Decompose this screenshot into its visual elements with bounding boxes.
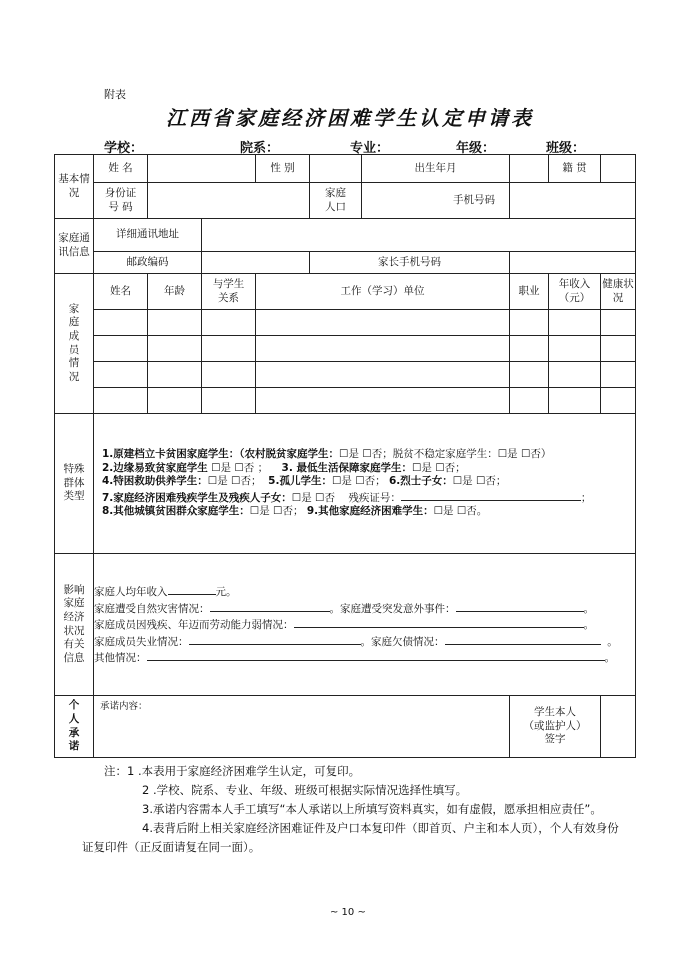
debt-field[interactable] [445,633,601,645]
table-row [55,362,636,388]
address-label: 详细通讯地址 [94,219,202,252]
application-form-table [54,154,636,758]
signature-field[interactable] [601,696,636,758]
members-col-age: 年龄 [148,274,202,310]
accident-field[interactable] [456,600,584,612]
commitment-content-label: 承诺内容： [100,701,148,712]
unemploy-field[interactable] [189,633,361,645]
special-groups-block: 1.原建档立卡贫困家庭学生：（农村脱贫家庭学生：☐是 ☐否；脱贫不稳定家庭学生：☐是 ☐否） 2.边缘易致贫家庭学生 ☐是 ☐否 ； 3. 最低生活保障家庭学生：☐是 ☐否； 4.特困救助供养学生：☐是 ☐否； 5.孤儿学生：☐是 ☐否； 6.烈士子女：☐是 ☐否； 7.家庭经济困难残疾学生及残疾人子女：☐是 ☐否 残疾证号： ； 8.其他城镇贫困群众家庭学生：☐是 ☐否； 9.其他家庭经济困难学生：☐是 ☐否。 [94,414,636,554]
note-2: 2 .学校、院系、专业、年级、班级可根据实际情况选择性填写。 [142,783,468,797]
name-label: 姓 名 [94,155,148,183]
class-label: 班级： [546,141,586,156]
special-section-label: 特殊群体类型 [55,414,94,554]
dept-label: 院系： [240,141,280,156]
grade-label: 年级： [456,141,496,156]
disaster-field[interactable] [210,600,330,612]
signature-label: 学生本人 （或监护人） 签字 [510,696,601,758]
school-label: 学校： [104,141,144,156]
note-1: 注：1 .本表用于家庭经济困难学生认定，可复印。 [104,764,361,778]
members-col-income: 年收入 （元） [549,274,601,310]
members-col-relation: 与学生 关系 [202,274,256,310]
commitment-section-label: 个人承诺 [55,696,94,758]
table-row [55,336,636,362]
household-label: 家庭 人口 [310,183,362,219]
mobile-label: 手机号码 [362,183,510,219]
appendix-label: 附表 [104,88,126,101]
gender-field[interactable] [310,155,362,183]
id-card-label: 身份证 号 码 [94,183,148,219]
income-field[interactable] [168,583,216,595]
native-label: 籍 贯 [549,155,601,183]
influence-block: 家庭人均年收入 元。 家庭遭受自然灾害情况： 。家庭遭受突发意外事件： 。 家庭成员因残疾、年迈而劳动能力弱情况： 。 家庭成员失业情况： 。家庭欠债情况： 。 其他情况： 。 [94,554,636,696]
name-field[interactable] [148,155,256,183]
commitment-content-field[interactable] [94,696,510,758]
table-row [55,388,636,414]
major-label: 专业： [350,141,390,156]
note-4: 4.表背后附上相关家庭经济困难证件及户口本复印件（即首页、户主和本人页），个人有效身份证复印件（正反面请复在同一面）。 [82,821,619,854]
postcode-label: 邮政编码 [94,252,202,274]
native-field[interactable] [601,155,636,183]
influence-section-label: 影响家庭经济状况有关信息 [55,554,94,696]
other-field[interactable] [147,649,605,661]
id-card-field[interactable] [148,183,310,219]
birth-field[interactable] [510,155,549,183]
labor-field[interactable] [294,616,584,628]
note-3: 3.承诺内容需本人手工填写“本人承诺以上所填写资料真实，如有虚假，愿承担相应责任”。 [142,802,602,816]
form-title: 江西省家庭经济困难学生认定申请表 [166,106,534,130]
members-col-workplace: 工作（学习）单位 [256,274,510,310]
mobile-field[interactable] [510,183,636,219]
contact-section-label: 家庭通讯信息 [55,219,94,274]
disability-cert-field[interactable] [401,489,581,501]
members-section-label: 家庭成员情况 [55,274,94,414]
birth-label: 出生年月 [362,155,510,183]
table-row [55,310,636,336]
members-col-occupation: 职业 [510,274,549,310]
parent-mobile-field[interactable] [510,252,636,274]
postcode-field[interactable] [202,252,310,274]
parent-mobile-label: 家长手机号码 [310,252,510,274]
members-col-name: 姓名 [94,274,148,310]
page-number: ~ 10 ~ [330,907,366,918]
members-col-health: 健康状况 [601,274,636,310]
gender-label: 性 别 [256,155,310,183]
notes [82,762,627,857]
basic-section-label: 基本情况 [55,155,94,219]
address-field[interactable] [202,219,636,252]
